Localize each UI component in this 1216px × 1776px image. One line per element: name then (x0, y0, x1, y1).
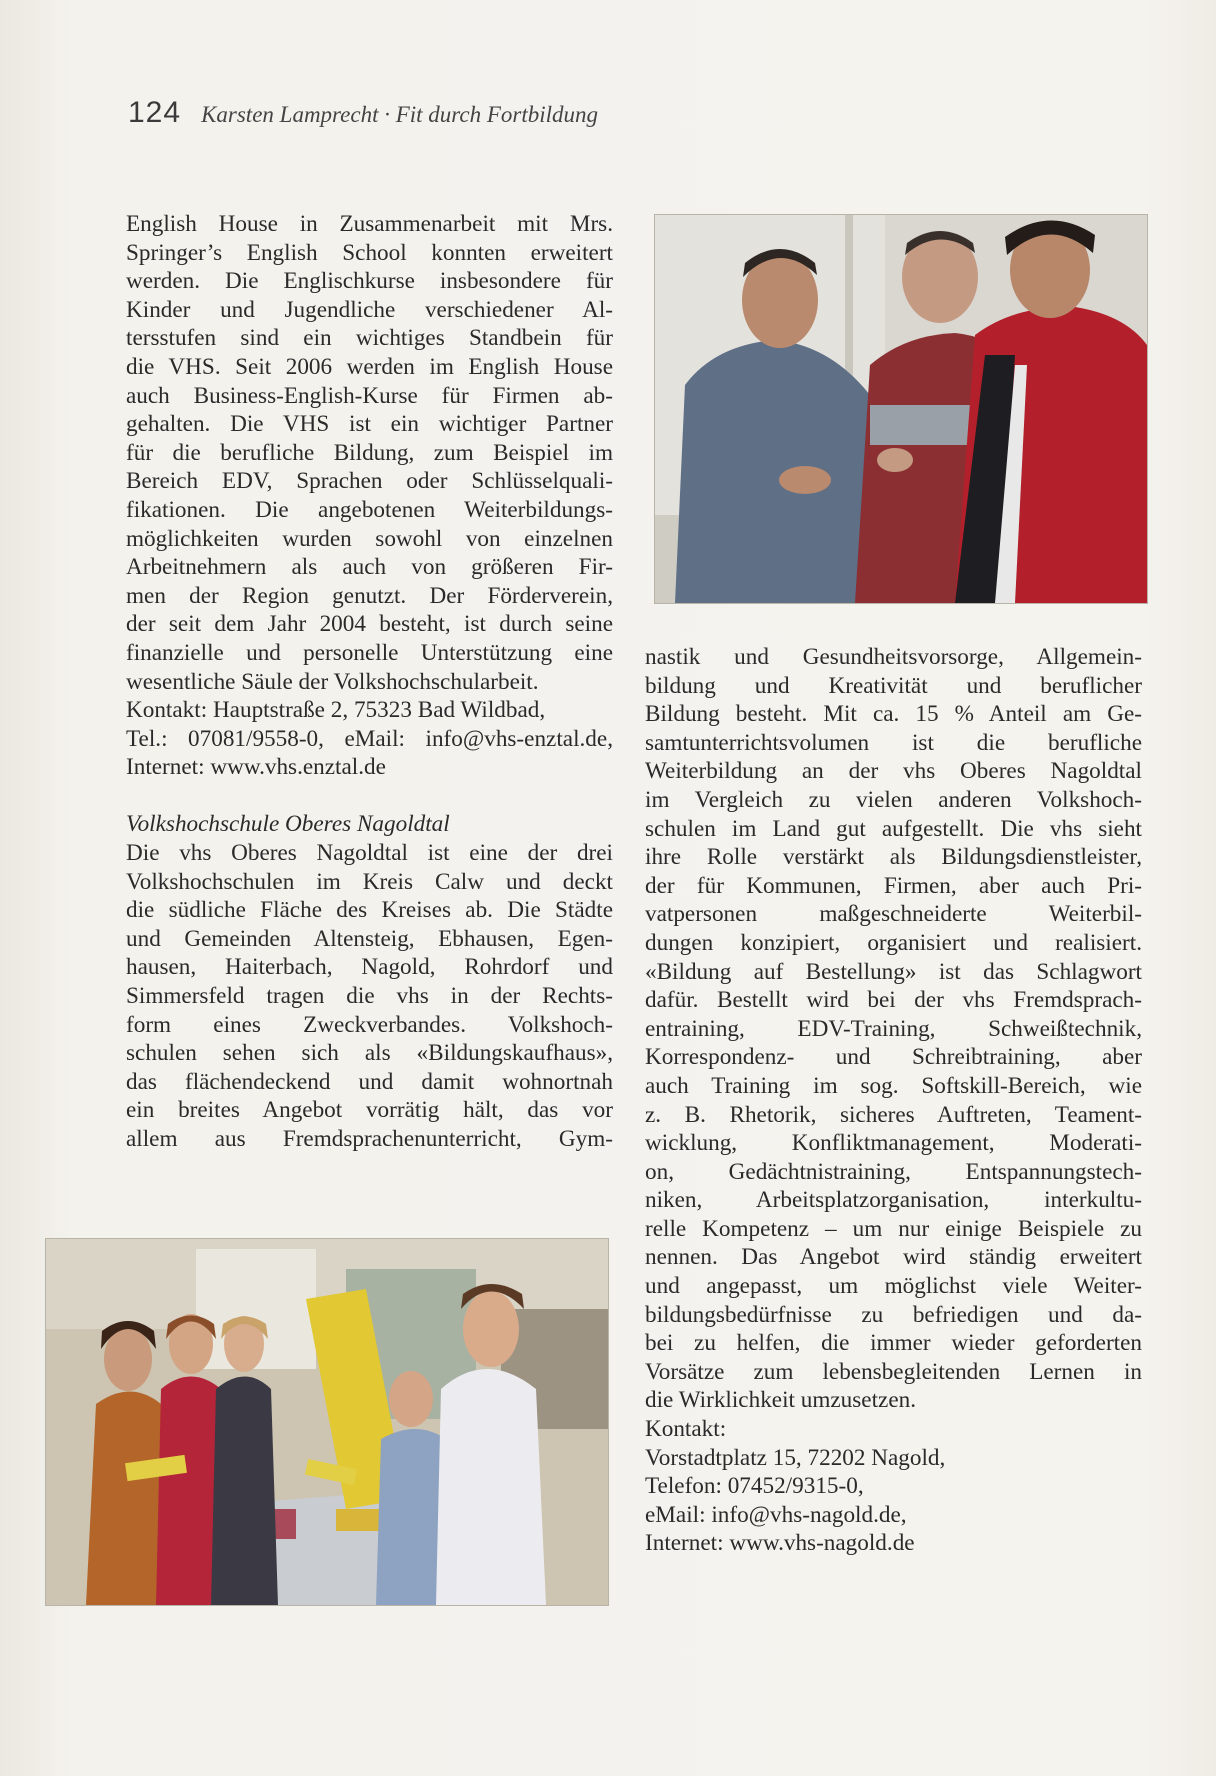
contact-email: eMail: info@vhs-nagold.de, (645, 1501, 907, 1528)
text-line: vatpersonen maßgeschneiderte Weiterbil- (645, 901, 1142, 928)
text-line: allem aus Fremdsprachenunterricht, Gym- (126, 1126, 613, 1152)
right-column (645, 643, 1142, 1558)
text-line: Arbeitnehmern als auch von größeren Fir- (126, 554, 613, 581)
paragraph-gap (126, 782, 613, 811)
text-line: «Bildung auf Bestellung» ist das Schlagwort (645, 958, 1142, 985)
text-line: wicklung, Konfliktmanagement, Moderati- (645, 1130, 1142, 1157)
text-line: wesentliche Säule der Volkshochschularbeit. (126, 668, 539, 695)
text-line: tersstufen sind ein wichtiges Standbein für (126, 325, 613, 352)
text-line: werden. Die Englischkurse insbesondere für (126, 268, 613, 295)
contact-phone: Telefon: 07452/9315-0, (645, 1473, 864, 1500)
text-line: und Gemeinden Altensteig, Ebhausen, Egen- (126, 925, 613, 952)
text-line: z. B. Rhetorik, sicheres Auftreten, Teament- (645, 1101, 1142, 1128)
section-heading: Volkshochschule Oberes Nagoldtal (126, 811, 450, 838)
text-line: English House in Zusammenarbeit mit Mrs. (126, 211, 613, 237)
text-line: bildungsbedürfnisse zu befriedigen und da- (645, 1301, 1142, 1328)
text-line: men der Region genutzt. Der Förderverein, (126, 582, 613, 609)
text-line: möglichkeiten wurden sowohl von einzelnen (126, 525, 613, 552)
text-line: ihre Rolle verstärkt als Bildungsdienstleister, (645, 844, 1142, 871)
running-title: Karsten Lamprecht · Fit durch Fortbildung (201, 102, 599, 127)
text-line: Weiterbildung an der vhs Oberes Nagoldtal (645, 758, 1142, 785)
text-line: Volkshochschulen im Kreis Calw und deckt (126, 868, 613, 895)
text-line: relle Kompetenz – um nur einige Beispiele zu (645, 1215, 1142, 1242)
contact-website: Internet: www.vhs-nagold.de (645, 1530, 915, 1557)
intro-paragraph (126, 210, 613, 782)
text-line: Kinder und Jugendliche verschiedener Al- (126, 296, 613, 323)
text-line: ein breites Angebot vorrätig hält, das vor (126, 1097, 613, 1124)
text-line: gehalten. Die VHS ist ein wichtiger Partner (126, 411, 613, 438)
page-number: 124 (128, 96, 182, 129)
photo-three-men-illustration (655, 215, 1147, 603)
contact-line: Internet: www.vhs.enztal.de (126, 754, 386, 781)
text-line: samtunterrichtsvolumen ist die berufliche (645, 729, 1142, 756)
text-line: die südliche Fläche des Kreises ab. Die Städte (126, 897, 613, 924)
text-line: dungen konzipiert, organisiert und realisiert. (645, 929, 1142, 956)
text-line: on, Gedächtnistraining, Entspannungstech- (645, 1158, 1142, 1185)
text-line: die Wirklichkeit umzusetzen. (645, 1387, 917, 1414)
text-line: entraining, EDV-Training, Schweißtechnik, (645, 1015, 1142, 1042)
text-line: Simmersfeld tragen die vhs in der Rechts- (126, 983, 613, 1010)
text-line: Vorsätze zum lebensbegleitenden Lernen in (645, 1358, 1142, 1385)
text-line: niken, Arbeitsplatzorganisation, interkultu- (645, 1187, 1142, 1214)
text-line: auch Business-English-Kurse für Firmen ab- (126, 382, 613, 409)
text-line: Springer’s English School konnten erweitert (126, 239, 613, 266)
text-line: schulen sehen sich als «Bildungskaufhaus», (126, 1040, 613, 1067)
text-line: Bereich EDV, Sprachen oder Schlüsselquali- (126, 468, 613, 495)
text-line: finanzielle und personelle Unterstützung eine (126, 639, 613, 666)
text-line: der seit dem Jahr 2004 besteht, ist durch seine (126, 611, 613, 638)
continued-paragraph (645, 643, 1142, 1415)
text-line: Korrespondenz- und Schreibtraining, aber (645, 1044, 1142, 1071)
text-line: schulen im Land gut aufgestellt. Die vhs sieht (645, 815, 1142, 842)
left-column (126, 210, 613, 1154)
text-line: die VHS. Seit 2006 werden im English House (126, 353, 613, 380)
section-paragraph (126, 839, 613, 1154)
photo-info-stand-illustration (46, 1239, 608, 1605)
text-line: und angepasst, um möglichst viele Weiter- (645, 1273, 1142, 1300)
text-line: bildung und Kreativität und beruflicher (645, 672, 1142, 699)
text-line: fikationen. Die angebotenen Weiterbildungs- (126, 496, 613, 523)
contact-label: Kontakt: (645, 1416, 727, 1443)
text-line: für die berufliche Bildung, zum Beispiel im (126, 439, 613, 466)
text-line: das flächendeckend und damit wohnortnah (126, 1068, 613, 1095)
photo-info-stand (45, 1238, 609, 1606)
text-line: bei zu helfen, die immer wieder geforderten (645, 1330, 1142, 1357)
contact-block (645, 1415, 1142, 1558)
photo-three-men (654, 214, 1148, 604)
contact-line: Tel.: 07081/9558-0, eMail: info@vhs-enztal.de, (126, 725, 613, 752)
text-line: Die vhs Oberes Nagoldtal ist eine der drei (126, 840, 613, 867)
text-line: nennen. Das Angebot wird ständig erweitert (645, 1244, 1142, 1271)
text-line: Bildung besteht. Mit ca. 15 % Anteil am Ge- (645, 701, 1142, 728)
text-line: hausen, Haiterbach, Nagold, Rohrdorf und (126, 954, 613, 981)
text-line: der für Kommunen, Firmen, aber auch Pri- (645, 872, 1142, 899)
text-line: im Vergleich zu vielen anderen Volkshoch- (645, 786, 1142, 813)
text-line: auch Training im sog. Softskill-Bereich, wie (645, 1072, 1142, 1099)
page-header (128, 96, 688, 136)
text-line: dafür. Bestellt wird bei der vhs Fremdsprach- (645, 987, 1142, 1014)
contact-line: Kontakt: Hauptstraße 2, 75323 Bad Wildbad, (126, 697, 546, 724)
text-line: nastik und Gesundheitsvorsorge, Allgemein- (645, 644, 1142, 670)
text-line: form eines Zweckverbandes. Volkshoch- (126, 1011, 613, 1038)
contact-address: Vorstadtplatz 15, 72202 Nagold, (645, 1444, 946, 1471)
